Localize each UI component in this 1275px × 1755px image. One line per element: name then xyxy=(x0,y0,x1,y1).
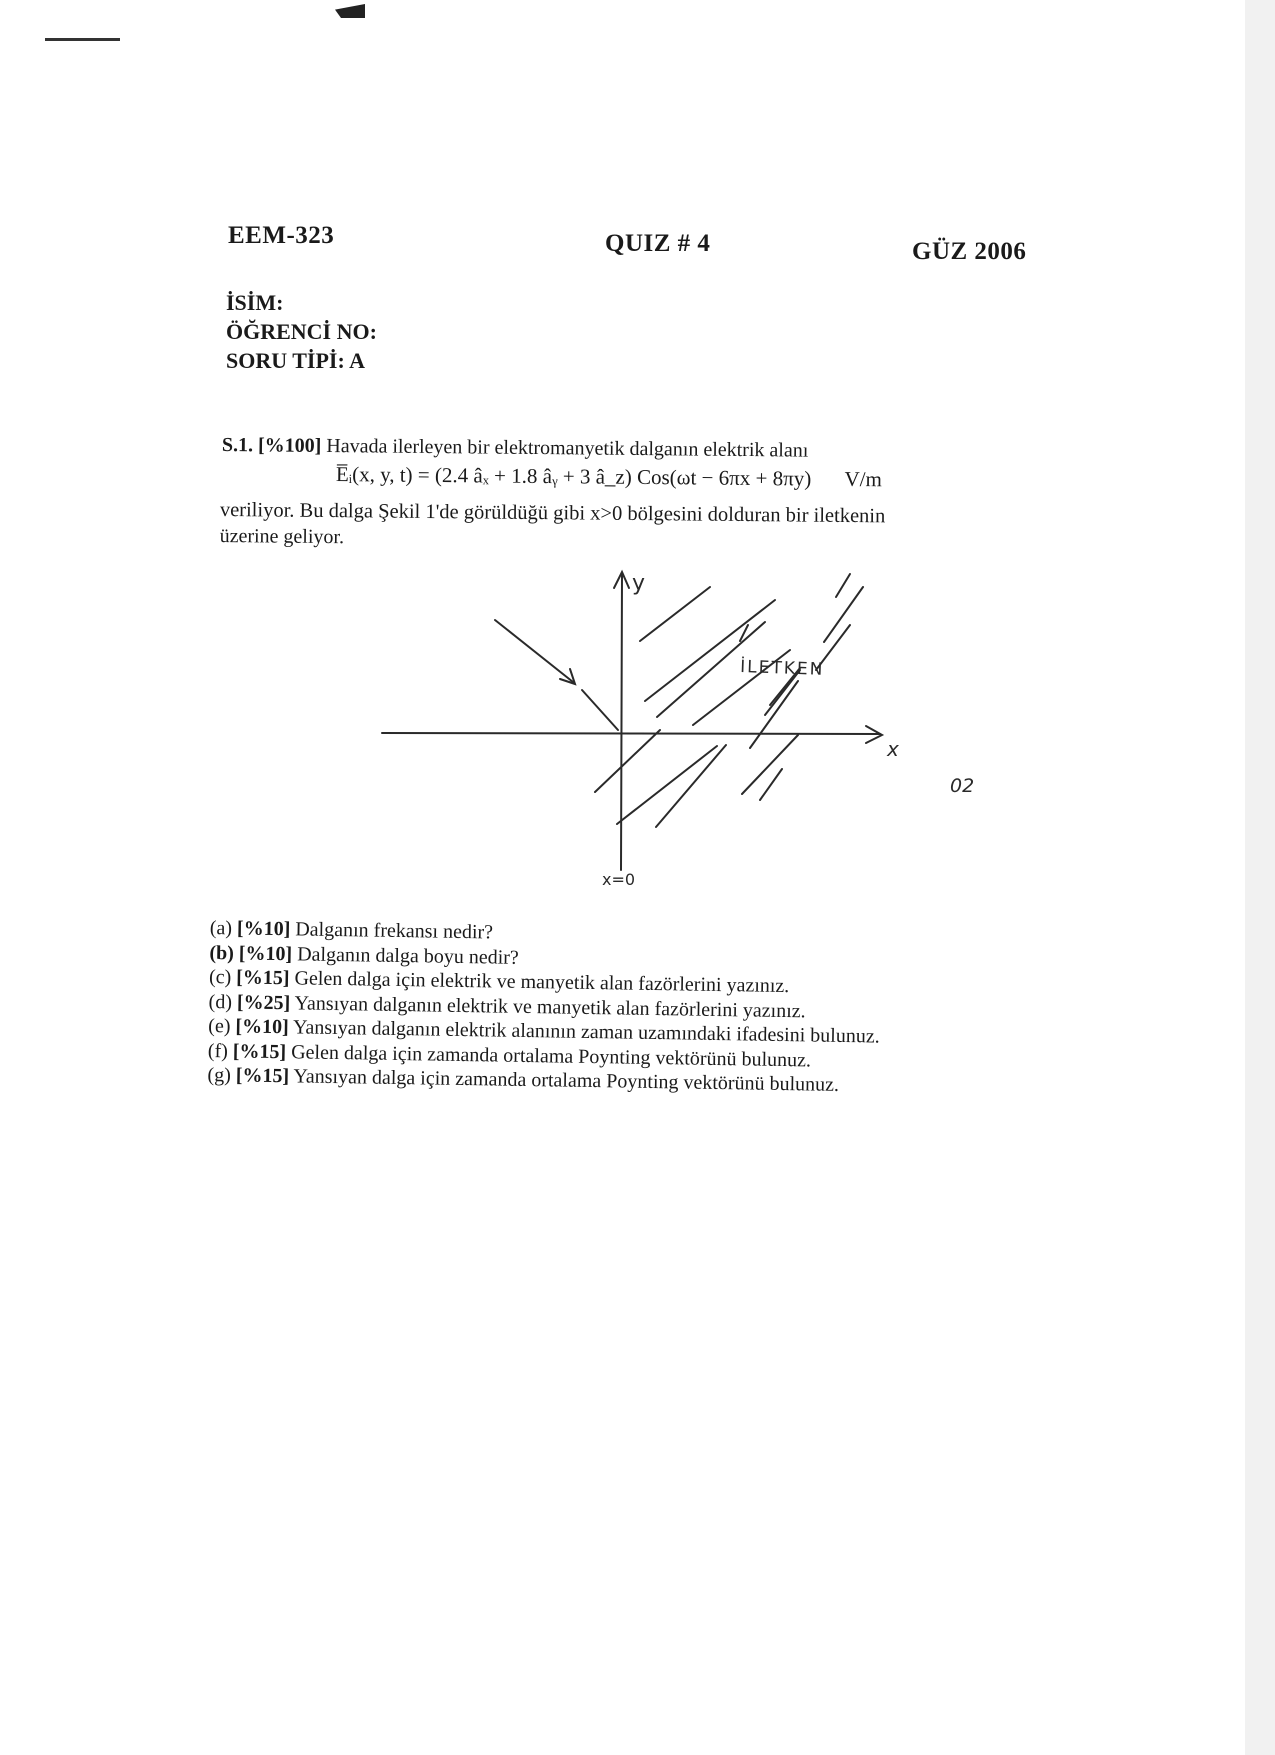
question-intro xyxy=(222,432,809,464)
student-info xyxy=(226,288,377,375)
sub-question-e: (e) [%10] Yansıyan dalganın elektrik alanının zaman uzamındaki ifadesini bulunuz. xyxy=(208,1014,880,1048)
name-label: İSİM: xyxy=(226,290,284,315)
conductor-label: İLETKEN xyxy=(739,657,825,680)
incident-wave-ray xyxy=(495,620,573,682)
origin-label: x=0 xyxy=(602,870,636,889)
sub-question-a: (a) [%10] Dalganın frekansı nedir? xyxy=(209,916,494,944)
term-label: GÜZ 2006 xyxy=(912,238,1027,265)
student-number-label: ÖĞRENCİ NO: xyxy=(226,319,377,344)
question-text-line-1: veriliyor. Bu dalga Şekil 1'de görüldüğü gibi x>0 bölgesini dolduran bir iletkenin xyxy=(219,498,886,528)
question-weight: [%100] xyxy=(257,434,322,457)
quiz-title: QUIZ # 4 xyxy=(605,230,711,257)
x-axis xyxy=(382,733,880,734)
question-type-label: SORU TİPİ: A xyxy=(226,348,365,373)
sub-question-f: (f) [%15] Gelen dalga için zamanda ortalama Poynting vektörünü bulunuz. xyxy=(207,1039,812,1071)
incident-wave-ray-tail xyxy=(582,690,618,730)
question-number: S.1. xyxy=(221,433,254,457)
scan-corner-mark xyxy=(335,4,365,18)
question-body xyxy=(220,497,886,555)
scan-mark-line xyxy=(45,38,120,41)
field-formula xyxy=(336,462,882,492)
conductor-hatching xyxy=(595,574,863,827)
x-axis-label: x xyxy=(887,737,899,761)
scan-page-edge xyxy=(1245,0,1275,1755)
figure-1 xyxy=(370,560,930,900)
sub-question-g: (g) [%15] Yansıyan dalga için zamanda ortalama Poynting vektörünü bulunuz. xyxy=(207,1063,840,1096)
sub-question-b: (b) [%10] Dalganın dalga boyu nedir? xyxy=(209,941,519,969)
y-axis xyxy=(621,575,622,870)
question-intro-text: Havada ilerleyen bir elektromanyetik dalganın elektrik alanı xyxy=(326,435,809,462)
sub-question-d: (d) [%25] Yansıyan dalganın elektrik ve manyetik alan fazörlerini yazınız. xyxy=(208,990,806,1022)
sub-question-list xyxy=(207,916,881,1098)
course-code: EEM-323 xyxy=(228,222,335,249)
handwritten-grade-note: 02 xyxy=(950,775,975,797)
formula-unit: V/m xyxy=(844,466,882,492)
question-text-line-2: üzerine geliyor. xyxy=(219,524,345,549)
sub-question-c: (c) [%15] Gelen dalga için elektrik ve manyetik alan fazörlerini yazınız. xyxy=(208,965,790,998)
y-axis-label: y xyxy=(632,571,646,596)
formula-expression: E̅ᵢ(x, y, t) = (2.4 âₓ + 1.8 âᵧ + 3 â_z) Cos(ωt − 6πx + 8πy) xyxy=(335,462,812,491)
